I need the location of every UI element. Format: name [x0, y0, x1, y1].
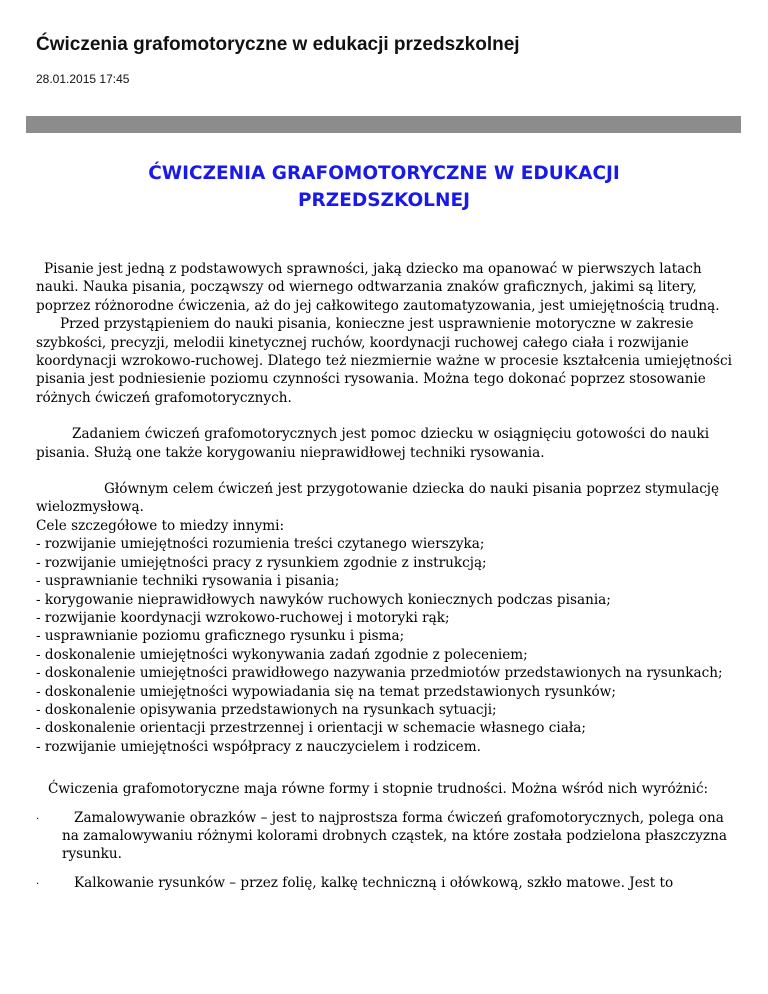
goals-list	[36, 535, 736, 756]
bullet-item	[36, 874, 736, 894]
goals-intro: Cele szczegółowe to miedzy innymi:	[36, 517, 285, 534]
paragraph-motor: Przed przystąpieniem do nauki pisania, konieczne jest usprawnienie motoryczne w zakresie szybkości, precyzji, melodii kinetycznej ruchów, koordynacji ruchowej całego ciała i rozwijanie koordynacji wzrokowo-ruchowej. Dlatego też niezmiernie ważne w procesie kształcenia umiejętności pisania jest podniesienie poziomu czynności rysowania. Można tego dokonać poprzez stosowanie różnych ćwiczeń grafomotorycznych.	[36, 316, 732, 406]
document-heading: ĆWICZENIA GRAFOMOTORYCZNE W EDUKACJI PRZEDSZKOLNEJ	[148, 163, 620, 211]
list-item: - usprawnianie poziomu graficznego rysunku i pisma;	[36, 628, 405, 645]
list-item: - doskonalenie umiejętności wypowiadania się na temat przedstawionych rysunków;	[36, 683, 616, 700]
list-item: - rozwijanie umiejętności rozumienia treści czytanego wierszyka;	[36, 536, 485, 553]
bullet-text: Kalkowanie rysunków – przez folię, kalkę techniczną i ołówkową, szkło matowe. Jest to	[74, 874, 674, 891]
bullet-item	[36, 809, 736, 864]
list-item: - doskonalenie orientacji przestrzennej i orientacji w schemacie własnego ciała;	[36, 720, 586, 737]
list-item: - rozwijanie umiejętności pracy z rysunkiem zgodnie z instrukcją;	[36, 554, 487, 571]
bullet-text: Zamalowywanie obrazków – jest to najprostsza forma ćwiczeń grafomotorycznych, polega ona na zamalowywaniu różnymi kolorami drobnych cząstek, na które została podzielona płaszczyzna rysunku.	[62, 809, 727, 863]
list-item: - rozwijanie koordynacji wzrokowo-ruchowej i motoryki rąk;	[36, 609, 450, 626]
list-item: - doskonalenie opisywania przedstawionych na rysunkach sytuacji;	[36, 701, 497, 718]
publish-date: 28.01.2015 17:45	[36, 72, 130, 86]
paragraph-forms: Ćwiczenia grafomotoryczne maja równe formy i stopnie trudności. Można wśród nich wyróżnić:	[48, 781, 709, 798]
list-item: - rozwijanie umiejętności współpracy z nauczycielem i rodzicem.	[36, 738, 481, 755]
list-item: - usprawnianie techniki rysowania i pisania;	[36, 573, 340, 590]
bullet-dot-icon: ·	[36, 878, 40, 890]
document-body	[36, 260, 736, 894]
paragraph-purpose: Zadaniem ćwiczeń grafomotorycznych jest pomoc dziecku w osiągnięciu gotowości do nauki pisania. Służą one także korygowaniu nieprawidłowej techniki rysowania.	[36, 426, 710, 461]
list-item: - doskonalenie umiejętności wykonywania zadań zgodnie z poleceniem;	[36, 646, 528, 663]
list-item: - korygowanie nieprawidłowych nawyków ruchowych koniecznych podczas pisania;	[36, 591, 611, 608]
list-item: - doskonalenie umiejętności prawidłowego nazywania przedmiotów przedstawionych na rysunkach;	[36, 665, 723, 682]
header-divider-bar	[26, 116, 741, 133]
page-title: Ćwiczenia grafomotoryczne w edukacji przedszkolnej	[36, 34, 520, 55]
paragraph-main-goal: Głównym celem ćwiczeń jest przygotowanie dziecka do nauki pisania poprzez stymulację wielozmysłową.	[36, 481, 720, 516]
bullet-dot-icon: ·	[36, 813, 40, 825]
paragraph-intro: Pisanie jest jedną z podstawowych sprawności, jaką dziecko ma opanować w pierwszych latach nauki. Nauka pisania, począwszy od wiernego odtwarzania znaków graficznych, jakimi są litery, poprzez różnorodne ćwiczenia, aż do jej całkowitego zautomatyzowania, jest umiejętnością trudną.	[36, 261, 720, 314]
